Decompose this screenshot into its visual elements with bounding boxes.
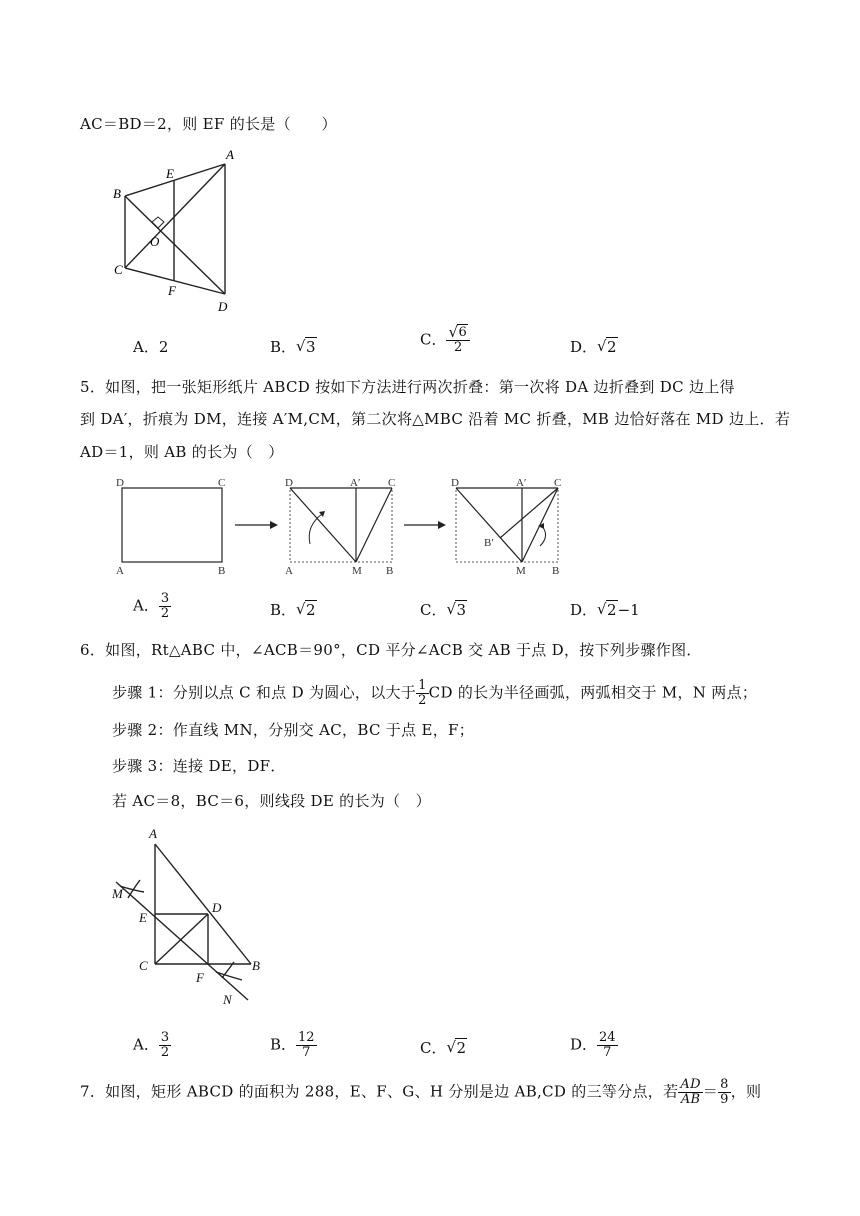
q5-option-c[interactable]: C．√ 3 [420,599,467,621]
q5-p1-label-B: B [218,565,226,577]
q5-p2-label-A1: A′ [350,477,361,489]
q4-label-A: A [226,147,234,162]
q5-p3-label-B: B [552,565,560,577]
q6-figure [108,822,278,1012]
q6-step-3: 步骤 3：连接 DE，DF． [112,757,286,775]
q6-label-B: B [252,958,260,973]
q5-p2-line-MC [356,488,392,562]
q5-p3-fold-arrow [540,526,546,546]
q5-p1-label-D: D [116,477,124,489]
q4-label-B: B [113,186,121,201]
q6-label-M: M [112,886,123,901]
q6-step-2: 步骤 2：作直线 MN，分别交 AC，BC 于点 E，F； [112,721,475,739]
q5-p2-label-A: A [285,565,293,577]
q5-p3-crease-DM [456,488,522,562]
q5-option-b[interactable]: B．√ 2 [270,599,317,621]
q5-p3-line-B1C [500,488,558,538]
q6-label-C: C [139,958,148,973]
q6-line-MN [116,882,248,1000]
q5-panel1-rectangle [122,488,222,562]
q5-p2-label-D: D [285,477,293,489]
q6-option-d[interactable]: D． $\frac{24}{7}$ [570,1030,616,1060]
q6-label-D: D [212,900,222,915]
q4-label-E: E [166,166,174,181]
q5-p3-label-C: C [554,477,562,489]
q6-condition: 若 AC＝8，BC＝6，则线段 DE 的长为（ ） [112,792,431,810]
q6-label-F: F [196,970,204,985]
q4-option-c[interactable]: C． √ $\frac{6}{2}$ [420,326,470,355]
q4-option-a[interactable]: A．2 [133,338,169,356]
q4-diagonal-BD [125,196,225,294]
q5-option-a[interactable]: A． $\frac{3}{2}$ [133,591,170,621]
q4-figure [108,146,238,316]
q4-label-C: C [114,262,123,277]
q6-line-1: 6．如图，Rt△ABC 中，∠ACB＝90°，CD 平分∠ACB 交 AB 于点 D，按下列步骤作图． [80,641,702,659]
q4-option-b[interactable]: B．√ 3 [270,336,317,358]
q5-option-d[interactable]: D．√ 2−1 [570,599,640,621]
q4-stem-tail: AC＝BD＝2，则 EF 的长是（ ） [80,115,337,133]
q5-figure [110,476,580,580]
q5-p1-label-C: C [218,477,226,489]
q5-arrow-2-head [438,521,446,529]
q4-label-D: D [218,299,228,314]
q5-line-2: 到 DA′，折痕为 DM，连接 A′M,CM，第二次将△MBC 沿着 MC 折叠，MB 边恰好落在 MD 边上．若 [80,410,791,428]
q6-option-c[interactable]: C．√ 2 [420,1037,467,1059]
q6-arc-N-2 [216,972,242,980]
q4-label-F: F [168,283,176,298]
q5-p2-label-C: C [388,477,396,489]
q5-p3-label-M: M [516,565,526,577]
q5-p1-label-A: A [116,565,124,577]
q5-p2-crease-DM [290,488,356,562]
q4-label-O: O [150,234,160,249]
q5-arrow-1-head [270,521,278,529]
q5-panel2-dashed-rect [290,488,392,562]
q6-line-AB [155,844,251,964]
q6-label-N: N [223,992,232,1007]
q6-option-a[interactable]: A． $\frac{3}{2}$ [133,1030,170,1060]
q5-p2-label-B: B [386,565,394,577]
q5-p3-label-A1: A′ [516,477,527,489]
q6-label-E: E [139,910,147,925]
q7-line-1: 7．如图，矩形 ABCD 的面积为 288，E、F、G、H 分别是边 AB,CD 的三等分点，若 $\frac{AD}{AB}$ ＝ $\frac{8}{9}$ ，则 [80,1077,762,1107]
q5-p3-label-D: D [451,477,459,489]
q6-step-1: 步骤 1：分别以点 C 和点 D 为圆心，以大于 $\frac{1}{2}$ CD 的长为半径画弧，两弧相交于 M，N 两点； [112,678,758,708]
q4-option-d[interactable]: D．√ 2 [570,336,618,358]
q5-p2-label-M: M [352,565,362,577]
q6-label-A: A [149,826,157,841]
q5-line-3: AD＝1，则 AB 的长为（ ） [80,443,284,461]
q5-line-1: 5．如图，把一张矩形纸片 ABCD 按如下方法进行两次折叠：第一次将 DA 边折叠到 DC 边上得 [80,378,735,396]
q6-option-b[interactable]: B． $\frac{12}{7}$ [270,1030,315,1060]
q5-p2-fold-arrow [309,514,322,544]
q4-right-angle-mark [152,217,164,228]
q5-p3-label-B1: B′ [484,537,494,549]
